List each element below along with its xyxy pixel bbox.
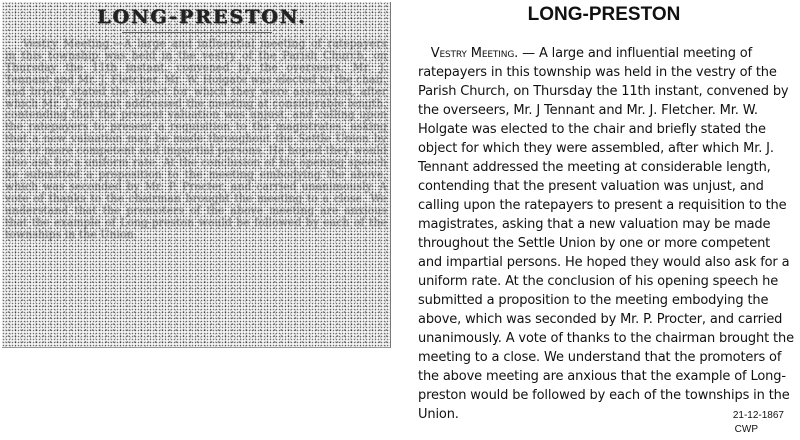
clipping-image bbox=[2, 2, 391, 348]
transcription-panel bbox=[412, 0, 796, 440]
clipping-title-rule bbox=[122, 32, 272, 33]
transcription-title: LONG-PRESTON bbox=[527, 4, 681, 25]
transcription-body bbox=[418, 44, 794, 424]
transcription-date: 21-12-1867 bbox=[732, 410, 784, 421]
transcription-text: — A large and influential meeting of ratepayers in this township was held in the vestry of the Parish Church, on Thursday the 11th instant, convened by the overseers, Mr. J Tennant and Mr. J. Fletcher. Mr. W. Holgate was elected to the chair and briefly stated the object for which they were assembled, after which Mr. J. Tennant addressed the meeting at considerable length, contending that the present valuation was unjust, and calling upon the ratepayers to present a requisition to the magistrates, asking that a new valuation may be made throughout the Settle Union by one or more competent and impartial persons. He hoped they would also ask for a uniform rate. At the conclusion of his opening speech he submitted a proposition to the meeting embodying the above, which was seconded by Mr. P. Procter, and carried unanimously. A vote of thanks to the chairman brought the meeting to a close. We understand that the promoters of the above meeting are anxious that the example of Long-preston would be followed by each of the townships in the Union. bbox=[418, 46, 794, 422]
transcription-credit: CWP bbox=[734, 424, 758, 435]
clipping-title: LONG-PRESTON. bbox=[97, 6, 307, 28]
transcription-lead: Vestry Meeting. bbox=[430, 46, 519, 61]
newspaper-clipping-scan bbox=[0, 0, 393, 440]
clipping-text: Vestry Meeting.—A large and influential meeting of ratepayers in this township was held in the vestry of the Parish Church, on Thursday the 11th instant, convened by the overseers, Mr. J. Tennant and Mr. J. Fletcher. Mr. W. Holgate was elected to the chair, and briefly stated the object for which they were assembled, after which Mr. J. Tennant addressed the meeting at considerable length, contending that the present valuation was unjust, and calling upon the ratepayers to present a requisition to the magistrates, asking that a new valuation may be made throughout the Settle Union by one or more competent and impartial persons. He hoped they would also ask for a uniform rate. At the conclusion of his opening speech he submitted a proposition to the meeting embodying the above, which was seconded by Mr. P. Procter, and carried unanimously. A vote of thanks to the chairman brought the meeting to a close. We understand that the promoters of the above meeting are anxious that the example of Long-preston would be followed by each of the townships in the Union. bbox=[5, 38, 387, 241]
